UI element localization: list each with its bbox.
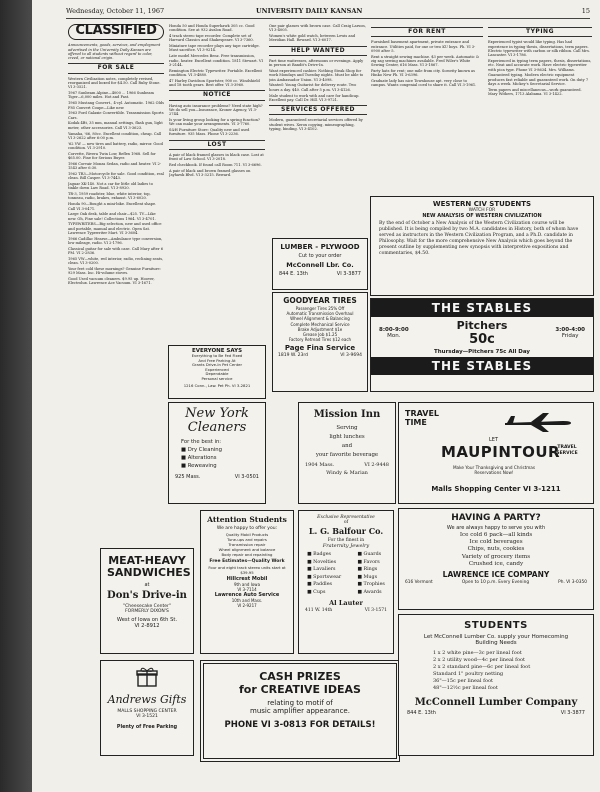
andrews-gifts-ad	[100, 660, 194, 756]
students-name: McConnell Lumber Company	[414, 697, 578, 708]
bullet-item: ■ Novelties	[307, 559, 337, 565]
goodyear-title: GOODYEAR TIRES	[283, 296, 357, 305]
andrews-sub: MALLS SHOPPING CENTER	[117, 709, 177, 714]
sale-list-2	[169, 24, 265, 87]
gift-icon	[136, 667, 158, 687]
balfour-right-list	[357, 551, 384, 596]
classified-ad: TYPEWRITERS—Big selection, new and used office and portable, manual and electric. Open Sat. Lawrence Typewriter Mart. VI 3-3604.	[68, 222, 162, 235]
attention-item: Transmission repair	[228, 542, 266, 547]
classified-ad: Miniature tape recorder plays any tape cartridge. Must sacrifice. VI 3-9214.	[169, 44, 260, 53]
western-civ-ad	[370, 196, 594, 296]
rent-list	[371, 40, 483, 87]
sandwiches-addr: West of Iowa on 6th St.	[116, 617, 178, 623]
stables-price: 50c	[469, 332, 495, 347]
bullet-item: ■ Favors	[357, 559, 380, 565]
attention-phone: VI 3-7114	[237, 587, 257, 592]
balfour-title: L. G. Balfour Co.	[308, 526, 384, 536]
airplane-icon	[503, 411, 573, 433]
goodyear-phone: VI 3-9694	[340, 353, 362, 359]
goodyear-line: Wheel Alignment & Balancing	[290, 316, 350, 322]
found-list	[269, 24, 367, 43]
help-wanted-ad: Part time waitresses, afternoons or evenings. Apply in person at Bandit's Drive-In.	[269, 58, 364, 68]
classified-ad: Good Used vacuum cleaners. $9.95 up. Hoover, Electrolux. Lawrence Ace Vacuum. VI 3-1671.	[68, 277, 155, 286]
balfour-left-list	[307, 551, 341, 596]
classified-ad: One pair glasses with brown case. Call Craig Larson, VI 3-4005.	[269, 24, 366, 33]
everyone-line: Grants Drive-In Pet Center	[191, 362, 243, 368]
page-edge	[0, 0, 32, 792]
maupin-foot: Malls Shopping Center VI 3-1211	[431, 485, 561, 493]
classified-ad: Yamaha, '66, 80cc. Excellent condition, cheap. Call VI 3-2622 after 6:00 p.m.	[68, 131, 162, 140]
balfour-top: Exclusive Representative	[317, 515, 375, 520]
lumber-title: LUMBER - PLYWOOD	[280, 243, 360, 251]
balfour-of: of	[343, 520, 349, 525]
cash-line4: music amplifier appearance.	[250, 707, 350, 715]
classified-ad: TR-3, 1959 roadster, blue, white interior, top, tonneau, radio, brakes, exhaust. VI 3-6020.	[68, 192, 151, 201]
balfour-lead: For the finest in	[327, 538, 365, 543]
party-item: Ice cold 6 pack—all kinds	[459, 532, 533, 538]
newspaper-page	[32, 0, 600, 792]
students-lead2: Building Needs	[475, 640, 517, 646]
dons-drive-in-ad	[100, 548, 194, 654]
help-wanted-ad: Wanted: Young Guitarist for delivery route. Two hours a day. $40. Call after 5 p.m. VI 3-4126.	[269, 83, 357, 92]
classified-ad: Your feet cold these mornings? Genuine Furniture: 929 Mass. Inc. Hi-volume stoves.	[68, 267, 161, 276]
newyork-title: New York Cleaners	[185, 406, 249, 435]
header-page: 15	[581, 7, 590, 15]
lumber-price-item: 2 x 2 standard pine—6c per lineal foot	[433, 664, 531, 670]
classified-ad: Western Civilization notes, completely revised, reorganized and boxed for $4.50. Call Ruby Stone. VI 3-3521.	[68, 76, 161, 90]
everyone-line: And Free Parking At	[198, 357, 236, 363]
typing-list	[488, 40, 592, 96]
balfour-ad	[298, 510, 394, 654]
for-rent-ad: Graduate lady has nice Townhouse apt. very close to campus. Wants congenial coed to share it. Call VI 3-1961.	[371, 79, 477, 88]
page-header	[66, 4, 590, 19]
lumber-price-item: 36"—15c per lineal foot	[433, 678, 493, 684]
attention-lead: We are happy to offer you:	[216, 526, 278, 531]
everyone-line: Dependable	[205, 371, 229, 377]
lost-ad: A pair of black framed glasses in black case. Lost at front of Law School. VI 3-2018.	[169, 153, 264, 162]
cash-phone: PHONE VI 3-0813 FOR DETAILS!	[224, 720, 376, 730]
classified-ad: 1963 Ford Galaxie Convertible. Transmission Sports Cars.	[68, 111, 164, 120]
for-rent-ad: Rent a straight sewing machine. $3 per week. Automatic & zig zag sewing machines available. Fred Wiler's White Sewing Center, 616 Mass. VI 3-1867.	[371, 54, 480, 68]
maupin-name: MAUPINTOUR	[441, 443, 561, 461]
everyone-line: Experienced	[205, 366, 229, 372]
classified-ad: Large Oak desk, table and chair—$25. TV—Like new. Oh, Fine sale! Collections 1964. VI 3-4701.	[68, 212, 156, 221]
lumber-price-item: Standard 1" poultry netting	[433, 671, 504, 677]
help-wanted-ad: Want experienced cashier. Nothing Steak Shop for work Mondays and Tuesday nights. Must be able to join Ambassador Union. VI 3-4098.	[269, 69, 364, 82]
classified-ad: Corvette, Rivera Twin Low, Reflex 1968. Sell for $65.00. Fine for Serious Buyer.	[68, 151, 156, 161]
help-wanted-ad: Male student to work with and care for handicap. Excellent pay. Call Dr. Hill. VI 3-9721.	[269, 93, 360, 102]
maupintour-ad	[398, 402, 594, 504]
mission-owners: Windy & Marian	[326, 470, 368, 476]
for-rent-ad: Party hats for rent; one mile from city. Sorority known as Hinko New Ph. VI 3-6396.	[371, 69, 476, 78]
mission-addr: 1904 Mass.	[305, 462, 335, 468]
students-lumber-ad	[398, 614, 594, 756]
party-title: HAVING A PARTY?	[451, 513, 541, 523]
students-title: STUDENTS	[464, 620, 528, 631]
bullet-item: ■ Reweaving	[181, 463, 217, 469]
sandwiches-at: at	[144, 582, 150, 588]
goodyear-lines	[273, 306, 367, 342]
party-hours: Open to 10 p.m. Every Evening	[461, 580, 530, 586]
sandwiches-sub: "Cheesecake Center"	[123, 604, 171, 609]
everyone-line: Personal service	[201, 375, 233, 381]
new-york-cleaners-ad	[168, 402, 266, 504]
bullet-item: ■ Guards	[357, 552, 382, 557]
notice-list	[169, 104, 265, 137]
attention-sub2: 10th and Mass.	[231, 598, 263, 603]
mission-lines	[299, 424, 395, 460]
cash-line1: CASH PRIZES	[259, 670, 341, 683]
sandwiches-name: Don's Drive-in	[107, 590, 187, 601]
attention-item: Wheel alignment and balance	[218, 547, 276, 552]
classified-ad: Honda 90—Bought a mini-bike. Excellent shape. Call VI 3-0471.	[68, 202, 157, 211]
bullet-item: ■ Alterations	[181, 455, 217, 461]
newyork-phone: VI 3-0501	[234, 474, 259, 480]
classified-ad: Jaguar XK-140. Not a car for little old ladies to tinkle down Law Road. VI 3-8920.	[68, 182, 153, 191]
classified-ad: Women's white gold watch, between Lewis and Meridian Hall. Reward. VI 3-6017.	[269, 34, 356, 43]
western-sub2: NEW ANALYSIS OF WESTERN CIVILIZATION	[422, 213, 542, 219]
attention-estimate: Free Estimates—Quality Work	[209, 559, 285, 564]
classified-ad: 1966 Corvair Monza Sedan, radio and heater. VI 2-1543 after 6:30.	[68, 161, 162, 171]
everyone-addr: 1216 Conn., Law. Pet Ph. VI 3-2821	[183, 382, 251, 388]
western-title: WESTERN CIV STUDENTS	[432, 200, 532, 208]
attention-extra: Four and eight track stereo units start at $39.95	[208, 565, 286, 575]
notice-header: NOTICE	[169, 90, 265, 100]
classified-intro: Announcements, goods, services, and employment advertised in the University Daily Kansan are offered to all students without regard to color, creed, or national origin.	[68, 43, 161, 61]
students-phone: VI 3-3877	[560, 710, 585, 716]
newyork-items	[181, 446, 265, 470]
everyone-says-ad	[168, 345, 266, 399]
mission-line: Serving	[336, 425, 358, 431]
typing-ad: Experienced in typing term papers, thesis, dissertations, etc. Neat and accurate work. Have electric typewriter with pica type. Phone VI 3-8634. Mrs. Williams.	[488, 58, 592, 72]
typing-ad: Experienced typist would like typing. Has had experience in typing thesis, dissertations, term papers. Electric typewriter with carbon or silk ribbon. Call Mrs. Lancaster. VI 3-1786.	[488, 40, 591, 58]
typing-ad: Guaranteed typing. Modern electric equipment produces fast reliable and guaranteed work. On duty 7 days a week. Mickey's Secretarial Service.	[488, 73, 589, 86]
goodyear-ad	[272, 292, 368, 392]
column-5	[488, 24, 592, 192]
lost-ad: A pair of black and brown framed glasses on Jayhawk Blvd. VI 3-3215. Reward.	[169, 168, 251, 178]
column-4	[371, 24, 483, 192]
classified-ad: 1965 VW—white, red interior, radio, reclining seats, clean. VI 3-0200.	[68, 256, 164, 266]
mission-line: light lunches	[329, 434, 365, 440]
lumber-phone: VI 3-3877	[336, 271, 361, 277]
attention-title: Attention Students	[207, 515, 287, 524]
notice-ad: Having auto insurance problems? Need state high? We do sell you—Insurance, Kroner Agency, VI 3-2744.	[169, 103, 263, 117]
party-phone: Ph. VI 3-0350	[558, 580, 587, 586]
goodyear-addr: 1819 W. 23rd	[278, 353, 309, 359]
notice-ad: S&H Furniture Store: Quality new and used furniture. 935 Mass. Phone VI 3-2236.	[169, 128, 250, 137]
andrews-foot: Plenty of Free Parking	[116, 725, 178, 730]
header-date: Wednesday, October 11, 1967	[66, 7, 165, 15]
party-items	[399, 532, 593, 568]
services-header: SERVICES OFFERED	[269, 105, 367, 115]
lumber-price-item: 2 x 2 utility wood—4c per lineal foot	[433, 657, 526, 663]
classified-ad: Classical guitar for sale with case. Call Mary after 6 PM. VI 2-2836.	[68, 246, 164, 256]
bullet-item: ■ Mugs	[357, 574, 378, 580]
students-items	[399, 650, 593, 692]
column-3	[269, 24, 367, 234]
balfour-phone: VI 3-1571	[364, 608, 387, 613]
goodyear-name: Page Fina Service	[284, 344, 356, 353]
for-sale-list	[68, 77, 164, 286]
lost-ad: Red checkbook. If found call Room 711. VI 3-6696.	[169, 163, 262, 168]
lumber-name: McConnell Lbr. Co.	[286, 261, 354, 269]
help-wanted-header: HELP WANTED	[269, 46, 367, 56]
lumber-price-item: 1 x 2 white pine—3c per lineal foot	[433, 650, 522, 656]
stables-day2: Friday	[561, 333, 579, 339]
students-addr: 844 E. 13th	[407, 710, 436, 716]
attention-item: Body repair and repainting	[221, 552, 273, 557]
lumber-sub: Cut to your order	[298, 253, 342, 259]
party-name: LAWRENCE ICE COMPANY	[442, 570, 550, 580]
classified-ad: 1967 Sunbeam Alpine—4000 ... 1966 Sunbeam Tiger—6,000 miles. Hot and Fast.	[68, 91, 154, 100]
bullet-item: ■ Lavaliers	[307, 567, 336, 572]
attention-name2: Lawrence Auto Service	[214, 592, 280, 598]
typing-header: TYPING	[488, 27, 592, 37]
column-2	[169, 24, 265, 340]
western-body: By the end of October a New Analysis of the Western Civilization course will be published. It is being compiled by two M.A. candidates in History, both of whom have served as instructors in the Western Civilization Program, and a Ph.D. candidate in Philosophy. Wait for the more comprehensive New Analysis which goes beyond the present outline by supplementing new synopsis with interpretive expositions and commentaries, $4.50.	[379, 221, 579, 256]
sandwiches-phone: VI 2-8912	[134, 623, 160, 629]
party-item: Crushed ice, candy	[468, 560, 524, 567]
service-ad: Modern, guaranteed secretarial services offered by student wives. Xerox copying, mimeographing, typing, binding. VI 3-4102.	[269, 118, 363, 132]
party-ad	[398, 508, 594, 610]
balfour-lead2: Fraternity Jewelry	[322, 543, 370, 549]
maupin-service: TRAVEL SERVICE	[556, 445, 578, 456]
classified-ad: Remington Electric Typewriter. Portable. Excellent condition. VI 3-4880.	[169, 68, 262, 77]
header-paper: UNIVERSITY DAILY KANSAN	[256, 7, 363, 15]
bullet-item: ■ Badges	[307, 552, 331, 557]
maupin-time: TIME	[405, 418, 427, 427]
cash-line2: for CREATIVE IDEAS	[239, 683, 361, 696]
sandwiches-sub2: FORMERLY DIXON'S	[125, 609, 169, 614]
maupin-let: LET	[489, 437, 498, 443]
classified-logo	[68, 24, 164, 40]
mission-title: Mission Inn	[313, 409, 381, 420]
goodyear-line: Passenger Tires 25% Off	[295, 306, 345, 311]
notice-ad: Is your living group looking for a spring function? We can make your arrangements. VI 3-7760.	[169, 118, 260, 127]
everyone-lines	[169, 354, 265, 382]
for-sale-header: FOR SALE	[68, 63, 164, 73]
stables-pitchers: Pitchers	[456, 319, 508, 332]
stables-time1: 8:00-9:00	[379, 327, 409, 333]
maupin-sub: Make Your Thanksgiving and Christmas Reservations Now!	[452, 465, 536, 476]
party-addr: 616 Vermont	[405, 580, 433, 586]
balfour-name: Al Lauter	[329, 599, 363, 607]
stables-ad	[370, 298, 594, 392]
cash-line3: relating to motif of	[267, 699, 333, 707]
attention-phone2: VI 2-9217	[237, 603, 257, 608]
classified-ad: Kodak 4Bt, 35 mm, manual settings, flash gun, light meter, other accessories. Call VI 3-3623.	[68, 121, 163, 130]
stables-thursday: Thursday—Pitchers 75c All Day	[434, 349, 530, 355]
attention-name: Hillcrest Mobil	[226, 576, 268, 582]
goodyear-line: Grease Job $1.25	[302, 332, 338, 338]
mission-phone: VI 2-9448	[364, 462, 389, 468]
everyone-line: Everything to Be Fed Fixed	[191, 353, 243, 358]
everyone-title: EVERYONE SAYS	[191, 348, 243, 354]
bullet-item: ■ Dry Cleaning	[181, 447, 222, 453]
for-rent-ad: Furnished basement apartment, private entrance and entrance. Utilities paid, for one or two KU boys. Ph. VI 3-0900 after 5.	[371, 40, 476, 53]
goodyear-line: Factory Retread Tires $12 each	[288, 337, 352, 343]
for-rent-header: FOR RENT	[371, 27, 483, 37]
attention-item: Tune-ups and repairs	[227, 537, 267, 542]
bullet-item: ■ Paddles	[307, 582, 333, 587]
stables-day1: Mon.	[387, 333, 401, 339]
mission-line: and	[341, 443, 353, 449]
cash-prizes-ad	[200, 660, 400, 762]
goodyear-line: Complete Mechanical Service	[290, 321, 350, 327]
western-sub: WATCH FOR	[468, 208, 496, 213]
classified-ad: 1962 TR3—Motorcycle for sale. Good condition, real clean. Bill Casper. VI 3-7443.	[68, 171, 164, 181]
classified-ad: Honda 50 and Honda Superhawk 305 cc. Good condition. See at 932 Avalon Road.	[169, 24, 255, 33]
classified-ad: 1966 Cadillac Hearse—Ambulance type conversion, low mileage, radio. VI 2-1796.	[68, 236, 163, 246]
stables-banner-bottom: THE STABLES	[371, 357, 593, 375]
bullet-item: ■ Trophies	[357, 582, 385, 587]
classified-title: CLASSIFIED	[75, 24, 157, 38]
party-item: Ice cold beverages	[469, 539, 523, 546]
attention-items	[201, 532, 293, 557]
classified-ad: '62 VW — new tires and battery, radio, mirror. Good condition. VI 3-2910.	[68, 141, 163, 150]
bullet-item: ■ Rings	[357, 567, 378, 572]
andrews-title: Andrews Gifts	[107, 693, 187, 706]
balfour-addr: 411 W. 14th	[305, 608, 333, 613]
party-item: Chips, nuts, cookies	[467, 546, 525, 553]
stables-banner-top: THE STABLES	[371, 299, 593, 317]
party-item: Variety of grocery items	[461, 553, 531, 560]
bullet-item: ■ Cups	[307, 589, 326, 595]
typing-ad: Term papers and miscellaneous—work guaranteed. Mary Withers, 1713 Alabama. VI 3-1422.	[488, 87, 582, 97]
classified-ad: 47 Harley Davidson Sportster, 900 cc. Windshield and 18 tooth gears. Best offer. VI 3-3960.	[169, 78, 260, 88]
sandwiches-title: MEAT-HEAVY SANDWICHES	[107, 554, 191, 579]
classified-ad: 1965 Mustang Convert., 4-cyl. Automatic. 1962 Olds F85 Convert Coupe—Like new.	[68, 101, 164, 110]
maupin-travel: TRAVEL	[405, 409, 440, 418]
attention-students-ad	[200, 510, 294, 654]
lumber-addr: 844 E. 13th	[279, 271, 308, 277]
column-1	[68, 24, 164, 544]
andrews-phone: VI 3-1521	[136, 714, 158, 719]
help-list	[269, 59, 367, 102]
mission-inn-ad	[298, 402, 396, 504]
attention-item: Quality Mobil Products	[225, 532, 269, 537]
attention-sub: 9th and Iowa	[233, 582, 261, 587]
stables-time2: 3:00-4:00	[555, 327, 585, 333]
classified-ad: Late model Mercedes Benz. Free transmission, radio, heater. Excellent condition. 1811 Stewart. VI 3-2144.	[169, 54, 263, 67]
lumber-price-item: 48"—12½c per lineal foot	[433, 685, 498, 691]
goodyear-line: Brake Adjustment $1e	[297, 326, 343, 332]
party-lead: We are always happy to serve you with	[446, 525, 546, 531]
mission-line: your favorite beverage	[315, 452, 379, 458]
bullet-item: ■ Sportswear	[307, 574, 342, 580]
classified-ad: 4 track stereo tape recorder. Complete set of Harvard Classics and Shakespeare. VI 3-7360.	[169, 34, 254, 43]
newyork-addr: 925 Mass.	[175, 474, 201, 480]
lost-header: LOST	[169, 140, 265, 150]
bullet-item: ■ Awards	[357, 589, 382, 595]
services-list	[269, 118, 367, 131]
students-lead: Let McConnell Lumber Co. supply your Homecoming	[423, 634, 569, 640]
newyork-lead: For the best in:	[181, 439, 222, 445]
goodyear-line: Automatic Transmission Overhaul	[286, 311, 354, 317]
lumber-ad	[272, 238, 368, 290]
lost-list	[169, 153, 265, 177]
